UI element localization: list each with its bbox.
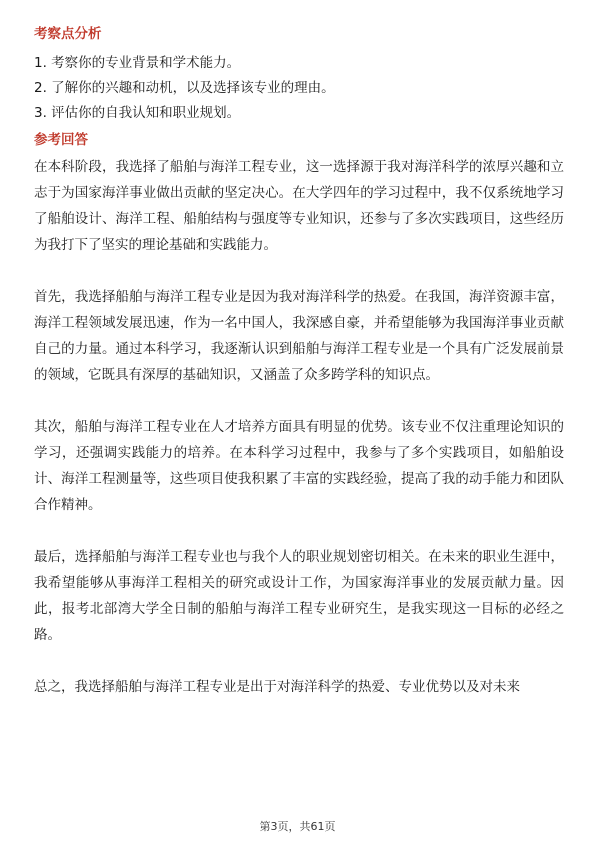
answer-paragraph-2: 首先，我选择船舶与海洋工程专业是因为我对海洋科学的热爱。在我国，海洋资源丰富，海洋工程领域发展迅速，作为一名中国人，我深感自豪，并希望能够为我国海洋事业贡献自己的力量。通过本科学习，我逐渐认识到船舶与海洋工程专业是一个具有广泛发展前景的领域，它既具有深厚的基础知识，又涵盖了众多跨学科的知识点。 (34, 289, 564, 383)
answer-paragraph-5: 总之，我选择船舶与海洋工程专业是出于对海洋科学的热爱、专业优势以及对未来 (34, 679, 520, 695)
analysis-heading: 考察点分析 (34, 26, 102, 42)
answer-paragraph-4: 最后，选择船舶与海洋工程专业也与我个人的职业规划密切相关。在未来的职业生涯中，我希望能够从事海洋工程相关的研究或设计工作，为国家海洋事业的发展贡献力量。因此，报考北部湾大学全日制的船舶与海洋工程专业研究生，是我实现这一目标的必经之路。 (34, 549, 564, 643)
page-number-footer: 第3页，共61页 (259, 820, 336, 833)
page-content (34, 22, 564, 726)
analysis-item-2: 2. 了解你的兴趣和动机，以及选择该专业的理由。 (34, 80, 335, 96)
answer-paragraph-1: 在本科阶段，我选择了船舶与海洋工程专业，这一选择源于我对海洋科学的浓厚兴趣和立志于为国家海洋事业做出贡献的坚定决心。在大学四年的学习过程中，我不仅系统地学习了船舶设计、海洋工程、船舶结构与强度等专业知识，还参与了多次实践项目，这些经历为我打下了坚实的理论基础和实践能力。 (34, 159, 564, 253)
analysis-item-3: 3. 评估你的自我认知和职业规划。 (34, 105, 241, 121)
analysis-item-1: 1. 考察你的专业背景和学术能力。 (34, 55, 241, 71)
answer-heading: 参考回答 (34, 132, 88, 148)
answer-paragraph-3: 其次，船舶与海洋工程专业在人才培养方面具有明显的优势。该专业不仅注重理论知识的学习，还强调实践能力的培养。在本科学习过程中，我参与了多个实践项目，如船舶设计、海洋工程测量等，这些项目使我积累了丰富的实践经验，提高了我的动手能力和团队合作精神。 (34, 419, 564, 513)
